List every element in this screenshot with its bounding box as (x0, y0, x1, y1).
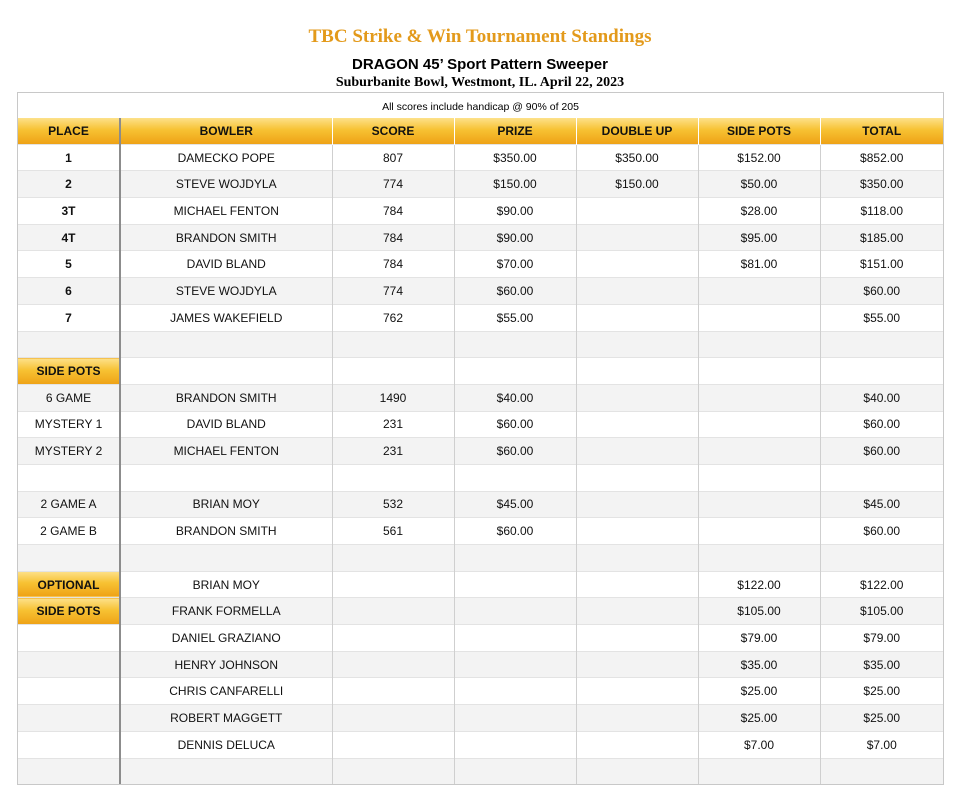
cell-side-pots (698, 758, 820, 784)
cell-side-pots (698, 278, 820, 305)
cell-score (332, 678, 454, 705)
cell-total: $151.00 (820, 251, 943, 278)
column-header-prize: PRIZE (454, 118, 576, 144)
cell-bowler: DENNIS DELUCA (120, 731, 332, 758)
cell-total: $25.00 (820, 705, 943, 732)
cell-total: $118.00 (820, 198, 943, 225)
cell-double-up (576, 358, 698, 385)
cell-double-up (576, 598, 698, 625)
cell-total: $185.00 (820, 224, 943, 251)
column-header-place: PLACE (18, 118, 120, 144)
cell-side-pots: $7.00 (698, 731, 820, 758)
cell-side-pots: $25.00 (698, 678, 820, 705)
cell-double-up (576, 411, 698, 438)
table-row (18, 358, 943, 385)
cell-total: $7.00 (820, 731, 943, 758)
cell-prize: $60.00 (454, 438, 576, 465)
table-row (18, 251, 943, 278)
cell-place: SIDE POTS (18, 598, 120, 625)
cell-side-pots: $28.00 (698, 198, 820, 225)
cell-side-pots: $95.00 (698, 224, 820, 251)
cell-double-up (576, 571, 698, 598)
table-row (18, 491, 943, 518)
cell-bowler: DAVID BLAND (120, 411, 332, 438)
cell-total: $60.00 (820, 518, 943, 545)
cell-total: $55.00 (820, 304, 943, 331)
cell-double-up (576, 731, 698, 758)
table-row (18, 625, 943, 652)
cell-bowler (120, 758, 332, 784)
cell-double-up (576, 304, 698, 331)
cell-place: 4T (18, 224, 120, 251)
cell-score: 784 (332, 224, 454, 251)
cell-total: $60.00 (820, 438, 943, 465)
cell-score (332, 358, 454, 385)
cell-bowler (120, 331, 332, 358)
cell-place: SIDE POTS (18, 358, 120, 385)
table-row (18, 384, 943, 411)
cell-double-up (576, 278, 698, 305)
cell-double-up (576, 518, 698, 545)
cell-bowler: DAVID BLAND (120, 251, 332, 278)
cell-place (18, 678, 120, 705)
cell-side-pots (698, 331, 820, 358)
cell-bowler: BRIAN MOY (120, 491, 332, 518)
cell-bowler: ROBERT MAGGETT (120, 705, 332, 732)
column-header-double-up: DOUBLE UP (576, 118, 698, 144)
cell-total: $45.00 (820, 491, 943, 518)
cell-prize: $40.00 (454, 384, 576, 411)
cell-total: $350.00 (820, 171, 943, 198)
cell-double-up (576, 651, 698, 678)
table-row (18, 651, 943, 678)
cell-double-up (576, 705, 698, 732)
standings-table (18, 118, 943, 784)
cell-bowler: STEVE WOJDYLA (120, 278, 332, 305)
cell-total: $105.00 (820, 598, 943, 625)
cell-total (820, 758, 943, 784)
column-header-score: SCORE (332, 118, 454, 144)
document-title: TBC Strike & Win Tournament Standings (308, 26, 652, 47)
cell-score: 231 (332, 438, 454, 465)
cell-prize: $90.00 (454, 224, 576, 251)
cell-place: OPTIONAL (18, 571, 120, 598)
table-row (18, 598, 943, 625)
cell-place (18, 731, 120, 758)
cell-side-pots (698, 518, 820, 545)
cell-total: $852.00 (820, 144, 943, 171)
cell-score: 784 (332, 198, 454, 225)
cell-side-pots (698, 545, 820, 572)
table-row (18, 171, 943, 198)
table-row (18, 705, 943, 732)
column-header-bowler: BOWLER (120, 118, 332, 144)
table-row (18, 144, 943, 171)
cell-prize (454, 358, 576, 385)
cell-score (332, 731, 454, 758)
table-row (18, 224, 943, 251)
cell-double-up (576, 545, 698, 572)
cell-bowler: FRANK FORMELLA (120, 598, 332, 625)
cell-side-pots: $79.00 (698, 625, 820, 652)
cell-prize: $60.00 (454, 518, 576, 545)
handicap-note: All scores include handicap @ 90% of 205 (382, 101, 579, 113)
cell-place: 7 (18, 304, 120, 331)
cell-side-pots (698, 358, 820, 385)
table-body (18, 144, 943, 784)
cell-double-up (576, 464, 698, 491)
cell-side-pots: $122.00 (698, 571, 820, 598)
table-row (18, 571, 943, 598)
cell-place: MYSTERY 1 (18, 411, 120, 438)
cell-place: 6 (18, 278, 120, 305)
table-row (18, 545, 943, 572)
cell-place (18, 651, 120, 678)
cell-prize (454, 331, 576, 358)
cell-total: $79.00 (820, 625, 943, 652)
cell-bowler: MICHAEL FENTON (120, 198, 332, 225)
column-header-side-pots: SIDE POTS (698, 118, 820, 144)
cell-double-up (576, 491, 698, 518)
table-row (18, 758, 943, 784)
table-row (18, 278, 943, 305)
table-row (18, 464, 943, 491)
cell-prize (454, 651, 576, 678)
table-row (18, 411, 943, 438)
table-row (18, 678, 943, 705)
cell-total: $60.00 (820, 278, 943, 305)
cell-total: $35.00 (820, 651, 943, 678)
cell-score: 774 (332, 278, 454, 305)
table-row (18, 438, 943, 465)
cell-bowler: BRIAN MOY (120, 571, 332, 598)
cell-prize: $70.00 (454, 251, 576, 278)
cell-side-pots: $105.00 (698, 598, 820, 625)
cell-bowler: STEVE WOJDYLA (120, 171, 332, 198)
cell-prize: $150.00 (454, 171, 576, 198)
cell-score (332, 705, 454, 732)
cell-prize: $350.00 (454, 144, 576, 171)
cell-prize (454, 758, 576, 784)
cell-prize (454, 625, 576, 652)
cell-place: 2 (18, 171, 120, 198)
cell-double-up: $150.00 (576, 171, 698, 198)
cell-place (18, 545, 120, 572)
table-row (18, 198, 943, 225)
cell-score (332, 598, 454, 625)
cell-score: 807 (332, 144, 454, 171)
cell-place: 1 (18, 144, 120, 171)
cell-score (332, 545, 454, 572)
cell-double-up (576, 678, 698, 705)
column-header-total: TOTAL (820, 118, 943, 144)
cell-prize: $60.00 (454, 411, 576, 438)
cell-side-pots (698, 464, 820, 491)
table-row (18, 731, 943, 758)
cell-bowler: JAMES WAKEFIELD (120, 304, 332, 331)
cell-prize: $60.00 (454, 278, 576, 305)
cell-place: 5 (18, 251, 120, 278)
cell-score (332, 571, 454, 598)
cell-side-pots: $25.00 (698, 705, 820, 732)
cell-side-pots: $50.00 (698, 171, 820, 198)
cell-side-pots (698, 384, 820, 411)
cell-side-pots (698, 438, 820, 465)
cell-total (820, 464, 943, 491)
cell-place (18, 758, 120, 784)
cell-bowler: HENRY JOHNSON (120, 651, 332, 678)
cell-score: 1490 (332, 384, 454, 411)
cell-score (332, 625, 454, 652)
cell-double-up (576, 251, 698, 278)
cell-prize (454, 678, 576, 705)
cell-double-up (576, 438, 698, 465)
cell-side-pots: $35.00 (698, 651, 820, 678)
cell-prize (454, 545, 576, 572)
cell-place: 6 GAME (18, 384, 120, 411)
cell-prize (454, 571, 576, 598)
cell-side-pots (698, 491, 820, 518)
cell-bowler: BRANDON SMITH (120, 384, 332, 411)
cell-bowler: DAMECKO POPE (120, 144, 332, 171)
cell-score: 532 (332, 491, 454, 518)
cell-prize: $90.00 (454, 198, 576, 225)
cell-total: $122.00 (820, 571, 943, 598)
cell-double-up: $350.00 (576, 144, 698, 171)
cell-total: $40.00 (820, 384, 943, 411)
table-row (18, 518, 943, 545)
cell-place (18, 705, 120, 732)
cell-place: MYSTERY 2 (18, 438, 120, 465)
cell-double-up (576, 758, 698, 784)
cell-prize (454, 705, 576, 732)
cell-total (820, 358, 943, 385)
cell-prize: $55.00 (454, 304, 576, 331)
cell-double-up (576, 384, 698, 411)
cell-prize (454, 598, 576, 625)
cell-bowler: MICHAEL FENTON (120, 438, 332, 465)
cell-bowler: CHRIS CANFARELLI (120, 678, 332, 705)
venue-date: Suburbanite Bowl, Westmont, IL. April 22, 2023 (335, 75, 625, 90)
cell-place (18, 625, 120, 652)
cell-bowler (120, 545, 332, 572)
table-row (18, 331, 943, 358)
cell-place (18, 464, 120, 491)
cell-total (820, 331, 943, 358)
cell-bowler: DANIEL GRAZIANO (120, 625, 332, 652)
table-header-row (18, 118, 943, 144)
cell-score (332, 651, 454, 678)
cell-double-up (576, 331, 698, 358)
cell-total (820, 545, 943, 572)
cell-side-pots (698, 411, 820, 438)
cell-prize: $45.00 (454, 491, 576, 518)
cell-double-up (576, 198, 698, 225)
cell-place: 3T (18, 198, 120, 225)
cell-bowler: BRANDON SMITH (120, 224, 332, 251)
cell-score (332, 331, 454, 358)
cell-prize (454, 731, 576, 758)
cell-place (18, 331, 120, 358)
cell-place: 2 GAME B (18, 518, 120, 545)
cell-bowler (120, 464, 332, 491)
cell-score: 231 (332, 411, 454, 438)
cell-score: 561 (332, 518, 454, 545)
cell-side-pots: $81.00 (698, 251, 820, 278)
cell-total: $25.00 (820, 678, 943, 705)
cell-double-up (576, 224, 698, 251)
cell-score: 774 (332, 171, 454, 198)
table-row (18, 304, 943, 331)
cell-place: 2 GAME A (18, 491, 120, 518)
cell-total: $60.00 (820, 411, 943, 438)
cell-score (332, 758, 454, 784)
event-subtitle: DRAGON 45’ Sport Pattern Sweeper (352, 56, 608, 73)
cell-score: 784 (332, 251, 454, 278)
cell-bowler (120, 358, 332, 385)
standings-sheet (17, 92, 944, 785)
cell-side-pots: $152.00 (698, 144, 820, 171)
cell-prize (454, 464, 576, 491)
cell-double-up (576, 625, 698, 652)
cell-bowler: BRANDON SMITH (120, 518, 332, 545)
cell-side-pots (698, 304, 820, 331)
cell-score: 762 (332, 304, 454, 331)
cell-score (332, 464, 454, 491)
